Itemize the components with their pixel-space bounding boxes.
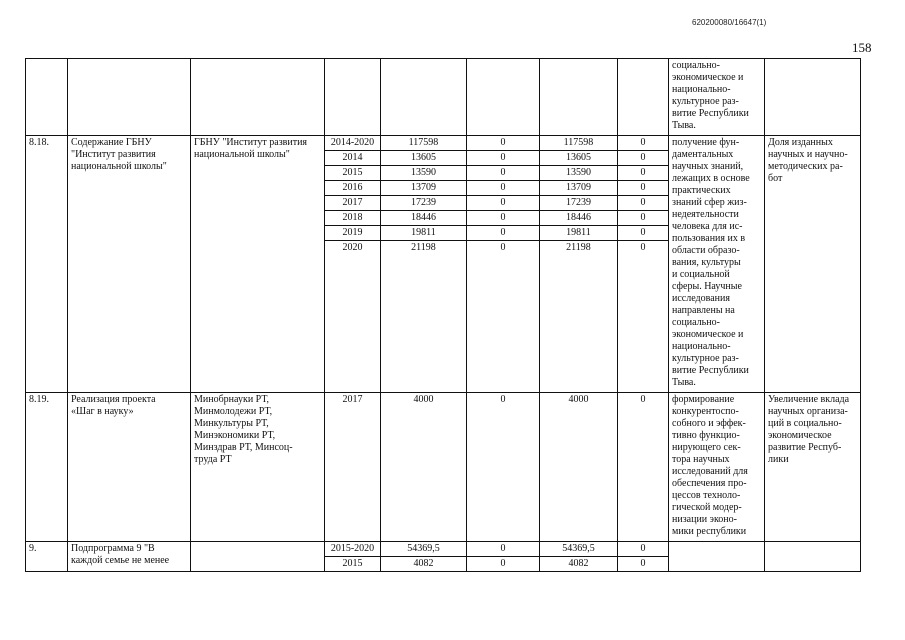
cell-total [381, 59, 467, 136]
table-row [26, 136, 861, 151]
year-cell: 2016 [325, 181, 381, 196]
federal-cell: 0 [467, 181, 540, 196]
table-row [26, 393, 861, 542]
cell-year [325, 59, 381, 136]
federal-cell: 0 [467, 136, 540, 151]
cell-number [26, 59, 68, 136]
total-cell: 19811 [381, 226, 467, 241]
cell-implementation: социально- экономическое и национально- культурное раз- витие Республики Тыва. [669, 59, 765, 136]
year-cell: 2015 [325, 166, 381, 181]
other-cell: 0 [618, 393, 669, 542]
item-executor: Минобрнауки РТ, Минмолодежи РТ, Минкультуры РТ, Минэкономики РТ, Минздрав РТ, Минсоц- труда РТ [191, 393, 325, 542]
year-cell: 2015 [325, 557, 381, 572]
cell-federal [467, 59, 540, 136]
total-cell: 17239 [381, 196, 467, 211]
item-executor [191, 542, 325, 572]
republic-cell: 17239 [540, 196, 618, 211]
year-cell: 2015-2020 [325, 542, 381, 557]
federal-cell: 0 [467, 151, 540, 166]
other-cell: 0 [618, 557, 669, 572]
item-name: Реализация проекта «Шаг в науку» [68, 393, 191, 542]
item-indicator: Доля изданных научных и научно- методических ра- бот [765, 136, 861, 393]
cell-executor [191, 59, 325, 136]
year-cell: 2018 [325, 211, 381, 226]
federal-cell: 0 [467, 226, 540, 241]
year-cell: 2019 [325, 226, 381, 241]
republic-cell: 21198 [540, 241, 618, 393]
republic-cell: 13605 [540, 151, 618, 166]
republic-cell: 117598 [540, 136, 618, 151]
other-cell: 0 [618, 211, 669, 226]
republic-cell: 13709 [540, 181, 618, 196]
other-cell: 0 [618, 166, 669, 181]
item-indicator [765, 542, 861, 572]
total-cell: 4082 [381, 557, 467, 572]
federal-cell: 0 [467, 542, 540, 557]
other-cell: 0 [618, 241, 669, 393]
total-cell: 21198 [381, 241, 467, 393]
other-cell: 0 [618, 542, 669, 557]
item-number: 8.19. [26, 393, 68, 542]
page-number: 158 [852, 40, 872, 55]
republic-cell: 18446 [540, 211, 618, 226]
other-cell: 0 [618, 196, 669, 211]
cell-indicator [765, 59, 861, 136]
table-row [26, 59, 861, 136]
total-cell: 4000 [381, 393, 467, 542]
total-cell: 117598 [381, 136, 467, 151]
item-name: Содержание ГБНУ "Институт развития национальной школы" [68, 136, 191, 393]
item-number: 9. [26, 542, 68, 572]
item-implementation [669, 542, 765, 572]
item-indicator: Увеличение вклада научных организа- ций в социально- экономическое развитие Респуб- лики [765, 393, 861, 542]
item-implementation: получение фун- даментальных научных знаний, лежащих в основе практических знаний сфер жиз- недеятельности человека для ис- пользования их в области образо- вания, культуры и социальной сферы. Научные исследования направлены на социально- экономическое и национально- культурное раз- витие Республики Тыва. [669, 136, 765, 393]
item-executor: ГБНУ "Институт развития национальной школы" [191, 136, 325, 393]
year-cell: 2014 [325, 151, 381, 166]
cell-republic [540, 59, 618, 136]
federal-cell: 0 [467, 196, 540, 211]
table-row [26, 542, 861, 557]
federal-cell: 0 [467, 557, 540, 572]
cell-name [68, 59, 191, 136]
total-cell: 13709 [381, 181, 467, 196]
year-cell: 2017 [325, 196, 381, 211]
program-table [25, 58, 861, 572]
federal-cell: 0 [467, 211, 540, 226]
federal-cell: 0 [467, 393, 540, 542]
item-number: 8.18. [26, 136, 68, 393]
total-cell: 18446 [381, 211, 467, 226]
other-cell: 0 [618, 151, 669, 166]
item-implementation: формирование конкурентоспо- собного и эффек- тивно функцио- нирующего сек- тора научных исследований для обеспечения про- цессов техноло- гической модер- низации эконо- мики республики [669, 393, 765, 542]
total-cell: 13605 [381, 151, 467, 166]
document-id: 620200080/16647(1) [692, 18, 767, 27]
republic-cell: 4082 [540, 557, 618, 572]
year-cell: 2020 [325, 241, 381, 393]
republic-cell: 4000 [540, 393, 618, 542]
republic-cell: 54369,5 [540, 542, 618, 557]
total-cell: 13590 [381, 166, 467, 181]
other-cell: 0 [618, 136, 669, 151]
republic-cell: 19811 [540, 226, 618, 241]
republic-cell: 13590 [540, 166, 618, 181]
federal-cell: 0 [467, 166, 540, 181]
year-cell: 2017 [325, 393, 381, 542]
item-name: Подпрограмма 9 "В каждой семье не менее [68, 542, 191, 572]
total-cell: 54369,5 [381, 542, 467, 557]
other-cell: 0 [618, 181, 669, 196]
other-cell: 0 [618, 226, 669, 241]
year-cell: 2014-2020 [325, 136, 381, 151]
cell-other [618, 59, 669, 136]
federal-cell: 0 [467, 241, 540, 393]
